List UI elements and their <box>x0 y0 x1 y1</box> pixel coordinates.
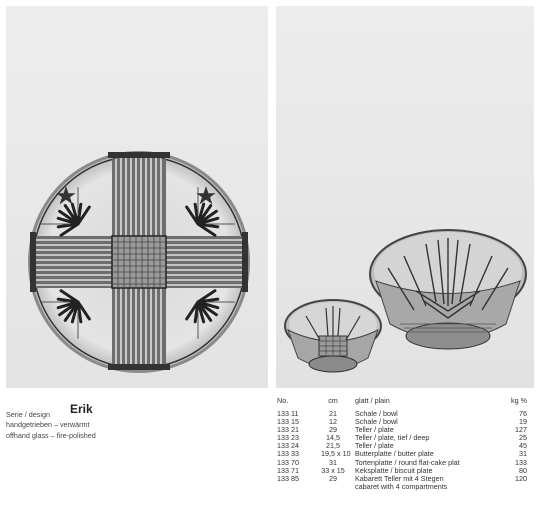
header-cm: cm <box>328 396 338 405</box>
item-size: 21 <box>329 409 337 418</box>
table-row <box>277 418 535 426</box>
item-description: Teller / plate, tief / deep <box>355 433 430 443</box>
item-description: Teller / plate <box>355 425 394 435</box>
item-weight: 45 <box>519 441 527 451</box>
header-desc: glatt / plain <box>355 396 390 405</box>
item-weight: 31 <box>519 449 527 459</box>
header-kg: kg % <box>511 396 527 405</box>
item-weight: 25 <box>519 433 527 443</box>
table-row <box>277 410 535 418</box>
item-number: 133 70 <box>277 457 299 467</box>
item-number: 133 21 <box>277 425 299 435</box>
item-size: 29 <box>329 473 337 483</box>
item-number: 133 24 <box>277 441 299 451</box>
series-name: Erik <box>70 402 93 416</box>
continuation-text: cabaret with 4 compartments <box>355 481 448 491</box>
series-desc-de: handgetrieben – verwärmt <box>6 420 90 429</box>
item-size: 14,5 <box>326 433 340 443</box>
large-bowl-image <box>370 230 526 349</box>
item-description: Teller / plate <box>355 441 394 451</box>
item-number: 133 11 <box>277 409 299 418</box>
plate-photo <box>6 6 268 388</box>
table-row <box>277 434 535 442</box>
item-weight: 127 <box>515 425 527 435</box>
item-description: Keksplatte / biscuit plate <box>355 465 433 475</box>
item-number: 133 23 <box>277 433 299 443</box>
item-size: 12 <box>329 417 337 427</box>
cut-glass-bowls-image <box>276 6 534 388</box>
item-description: Kabarett Teller mit 4 Stegen <box>355 473 444 483</box>
header-no: No. <box>277 396 289 405</box>
item-size: 29 <box>329 425 337 435</box>
item-number: 133 71 <box>277 465 299 475</box>
small-bowl-image <box>285 300 381 372</box>
item-size: 33 x 15 <box>321 465 345 475</box>
item-size: 21,5 <box>326 441 340 451</box>
bowls-photo <box>276 6 534 388</box>
item-weight: 76 <box>519 409 527 418</box>
item-number: 133 15 <box>277 417 299 427</box>
item-description: Schale / bowl <box>355 417 398 427</box>
series-desc-en: offhand glass – fire-polished <box>6 431 96 440</box>
item-number: 133 85 <box>277 473 299 483</box>
series-label: Serie / design <box>6 410 50 419</box>
table-header <box>277 397 535 410</box>
item-description: Tortenplatte / round flat-cake plat <box>355 457 460 467</box>
product-table <box>277 397 535 491</box>
item-weight: 133 <box>515 457 527 467</box>
series-info <box>6 402 268 441</box>
item-number: 133 33 <box>277 449 299 459</box>
item-size: 19,5 x 10 <box>321 449 351 459</box>
table-continuation-row <box>277 483 535 491</box>
item-description: Butterplatte / butter plate <box>355 449 434 459</box>
cut-glass-plate-image <box>6 6 268 388</box>
item-description: Schale / bowl <box>355 409 398 418</box>
item-weight: 19 <box>519 417 527 427</box>
item-size: 31 <box>329 457 337 467</box>
item-weight: 80 <box>519 465 527 475</box>
item-weight: 120 <box>515 473 527 483</box>
